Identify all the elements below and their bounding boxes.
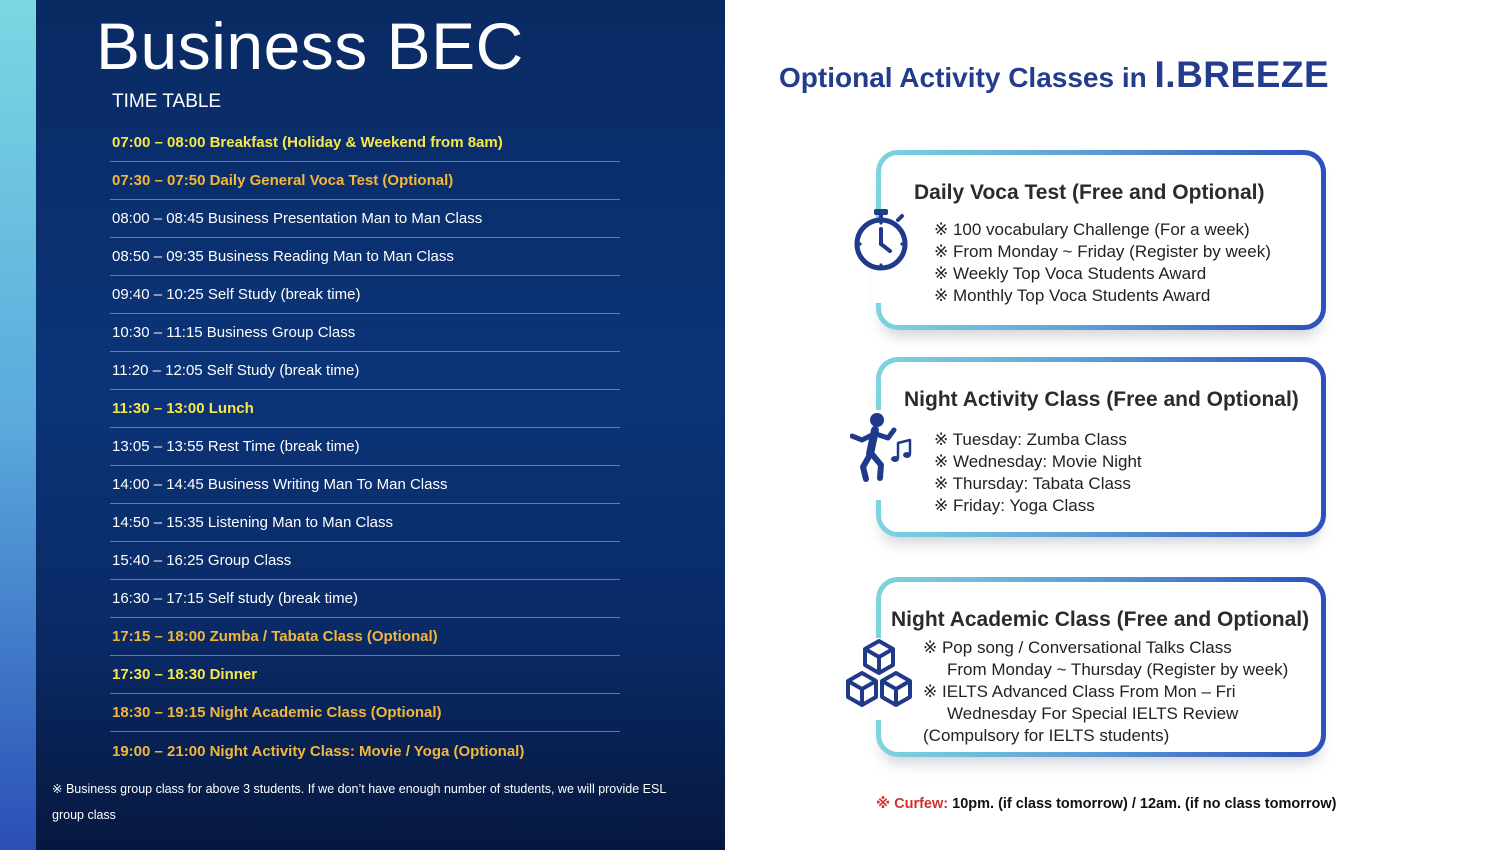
card-line: From Monday ~ Thursday (Register by week) xyxy=(947,660,1289,679)
activities-title-text: Optional Activity Classes in xyxy=(779,62,1155,93)
card-lines xyxy=(934,429,1142,517)
card-line: ※ Tuesday: Zumba Class xyxy=(934,430,1127,449)
schedule-row: 09:40 – 10:25 Self Study (break time) xyxy=(110,276,620,314)
footnote-line: ※ Business group class for above 3 students. If we don’t have enough number of students, we will provide ESL xyxy=(52,782,667,796)
schedule-row: 16:30 – 17:15 Self study (break time) xyxy=(110,580,620,618)
card-line: ※ Thursday: Tabata Class xyxy=(934,474,1131,493)
activities-title xyxy=(779,54,1329,96)
card-lines xyxy=(923,637,1288,747)
footnote xyxy=(52,776,692,828)
schedule-row: 11:30 – 13:00 Lunch xyxy=(110,390,620,428)
schedule-row: 13:05 – 13:55 Rest Time (break time) xyxy=(110,428,620,466)
card-title: Daily Voca Test (Free and Optional) xyxy=(914,181,1265,204)
schedule-row: 17:15 – 18:00 Zumba / Tabata Class (Optional) xyxy=(110,618,620,656)
schedule-row: 15:40 – 16:25 Group Class xyxy=(110,542,620,580)
card-line: ※ Monthly Top Voca Students Award xyxy=(934,286,1211,305)
curfew-label: ※ Curfew: xyxy=(876,796,949,812)
accent-strip xyxy=(0,0,36,850)
card-line: ※ From Monday ~ Friday (Register by week) xyxy=(934,242,1271,261)
card-night-academic xyxy=(876,577,1326,757)
cubes-icon xyxy=(843,638,915,708)
card-lines xyxy=(934,219,1271,307)
timetable-label: TIME TABLE xyxy=(112,91,222,112)
timetable-panel xyxy=(36,0,725,850)
card-night-activity xyxy=(876,357,1326,537)
card-line: ※ Wednesday: Movie Night xyxy=(934,452,1142,471)
card-line: ※ Weekly Top Voca Students Award xyxy=(934,264,1207,283)
card-line: ※ IELTS Advanced Class From Mon – Fri xyxy=(923,682,1236,701)
schedule-list xyxy=(110,124,620,770)
card-title: Night Academic Class (Free and Optional) xyxy=(891,608,1310,631)
curfew-text: 10pm. (if class tomorrow) / 12am. (if no class tomorrow) xyxy=(948,796,1337,812)
schedule-row: 07:30 – 07:50 Daily General Voca Test (Optional) xyxy=(110,162,620,200)
page-title: Business BEC xyxy=(96,9,524,83)
schedule-row: 18:30 – 19:15 Night Academic Class (Optional) xyxy=(110,694,620,732)
card-line: ※ 100 vocabulary Challenge (For a week) xyxy=(934,220,1250,239)
card-line: (Compulsory for IELTS students) xyxy=(923,726,1170,745)
schedule-row: 08:00 – 08:45 Business Presentation Man to Man Class xyxy=(110,200,620,238)
brand-name: I.BREEZE xyxy=(1154,54,1330,95)
curfew-note xyxy=(876,796,1336,812)
schedule-row: 08:50 – 09:35 Business Reading Man to Man Class xyxy=(110,238,620,276)
card-title: Night Activity Class (Free and Optional) xyxy=(904,388,1299,411)
schedule-row: 07:00 – 08:00 Breakfast (Holiday & Weekend from 8am) xyxy=(110,124,620,162)
schedule-row: 11:20 – 12:05 Self Study (break time) xyxy=(110,352,620,390)
stopwatch-icon xyxy=(850,207,912,271)
card-line: ※ Friday: Yoga Class xyxy=(934,496,1095,515)
schedule-row: 19:00 – 21:00 Night Activity Class: Movie / Yoga (Optional) xyxy=(112,742,525,760)
schedule-row: 17:30 – 18:30 Dinner xyxy=(110,656,620,694)
schedule-row: 14:00 – 14:45 Business Writing Man To Man Class xyxy=(110,466,620,504)
card-daily-voca xyxy=(876,150,1326,330)
footnote-line: group class xyxy=(52,808,116,822)
schedule-row: 10:30 – 11:15 Business Group Class xyxy=(110,314,620,352)
schedule-row: 14:50 – 15:35 Listening Man to Man Class xyxy=(110,504,620,542)
card-line: Wednesday For Special IELTS Review xyxy=(947,704,1239,723)
dancer-icon xyxy=(850,410,916,484)
card-line: ※ Pop song / Conversational Talks Class xyxy=(923,638,1232,657)
